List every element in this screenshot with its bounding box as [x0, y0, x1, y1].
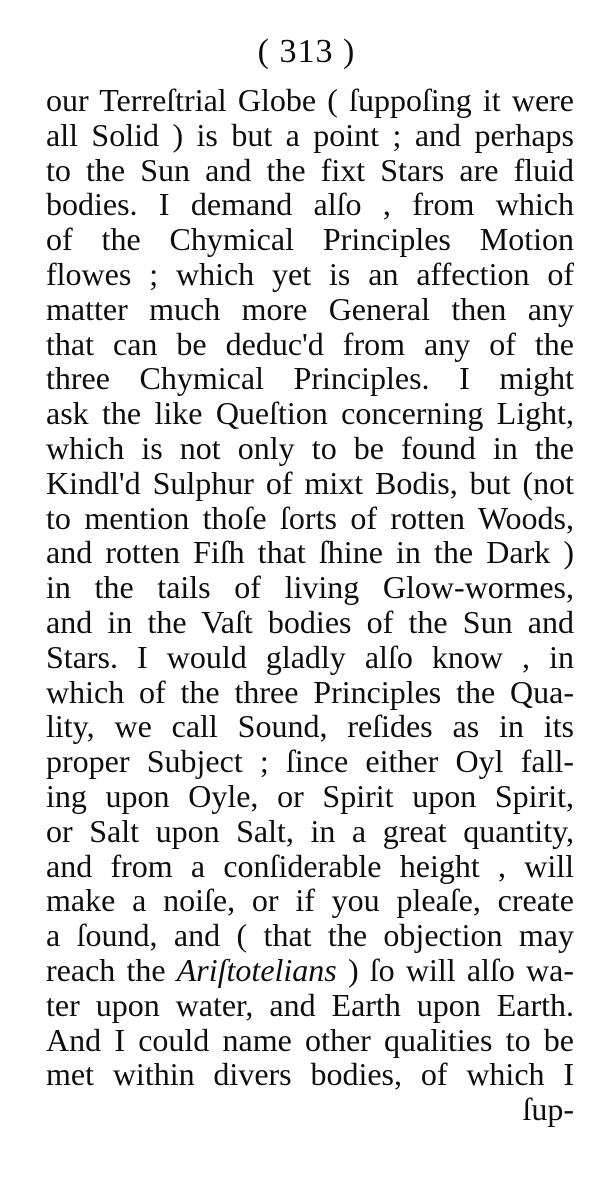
page-number: ( 313 ): [257, 33, 356, 70]
text-line-27: ter upon water, and Earth upon Earth.: [46, 986, 574, 1023]
text-line-19: lity, we call Sound, reſides as in its: [46, 708, 574, 745]
text-line-4: bodies. I demand alſo , from which: [46, 186, 574, 223]
text-line-16: and in the Vaſt bodies of the Sun and: [46, 603, 574, 640]
text-line-6: flowes ; which yet is an affection of: [46, 255, 574, 292]
body-text: [46, 83, 574, 1127]
text-line-26: reach the Ariſtotelians ) ſo will alſo wa-: [46, 951, 575, 988]
text-line-18: which of the three Principles the Qua-: [46, 673, 574, 710]
text-line-13: to mention thoſe ſorts of rotten Woods,: [46, 499, 574, 536]
text-line-25: a ſound, and ( that the objection may: [46, 917, 574, 954]
italic-word: Ariſtotelians: [176, 951, 337, 988]
text-line-10: ask the like Queſtion concerning Light,: [46, 395, 574, 432]
text-line-8: that can be deduc'd from any of the: [46, 325, 574, 362]
text-line-2: all Solid ) is but a point ; and perhaps: [46, 116, 574, 153]
text-line-12: Kindl'd Sulphur of mixt Bodis, but (not: [46, 464, 574, 501]
text-line-5: of the Chymical Principles Motion: [46, 221, 574, 258]
text-line-7: matter much more General then any: [46, 290, 574, 327]
text-line-11: which is not only to be found in the: [46, 429, 574, 466]
text-line-23: and from a conſiderable height , will: [46, 847, 574, 884]
text-line-29: met within divers bodies, of which I: [46, 1056, 574, 1093]
text-line-28: And I could name other qualities to be: [46, 1021, 574, 1058]
text-line-21: ing upon Oyle, or Spirit upon Spirit,: [46, 777, 574, 814]
text-line-3: to the Sun and the fixt Stars are fluid: [46, 151, 574, 188]
text-line-14: and rotten Fiſh that ſhine in the Dark ): [46, 534, 574, 571]
text-line-24: make a noiſe, or if you pleaſe, create: [46, 882, 574, 919]
catchword: ſup-: [522, 1091, 574, 1128]
text-line-9: three Chymical Principles. I might: [46, 360, 574, 397]
text-line-15: in the tails of living Glow-wormes,: [46, 569, 574, 606]
text-line-20: proper Subject ; ſince either Oyl fall-: [46, 743, 574, 780]
text-line-22: or Salt upon Salt, in a great quantity,: [46, 812, 574, 849]
text-line-17: Stars. I would gladly alſo know , in: [46, 638, 574, 675]
text-line-1: our Terreſtrial Globe ( ſuppoſing it were: [46, 82, 574, 118]
